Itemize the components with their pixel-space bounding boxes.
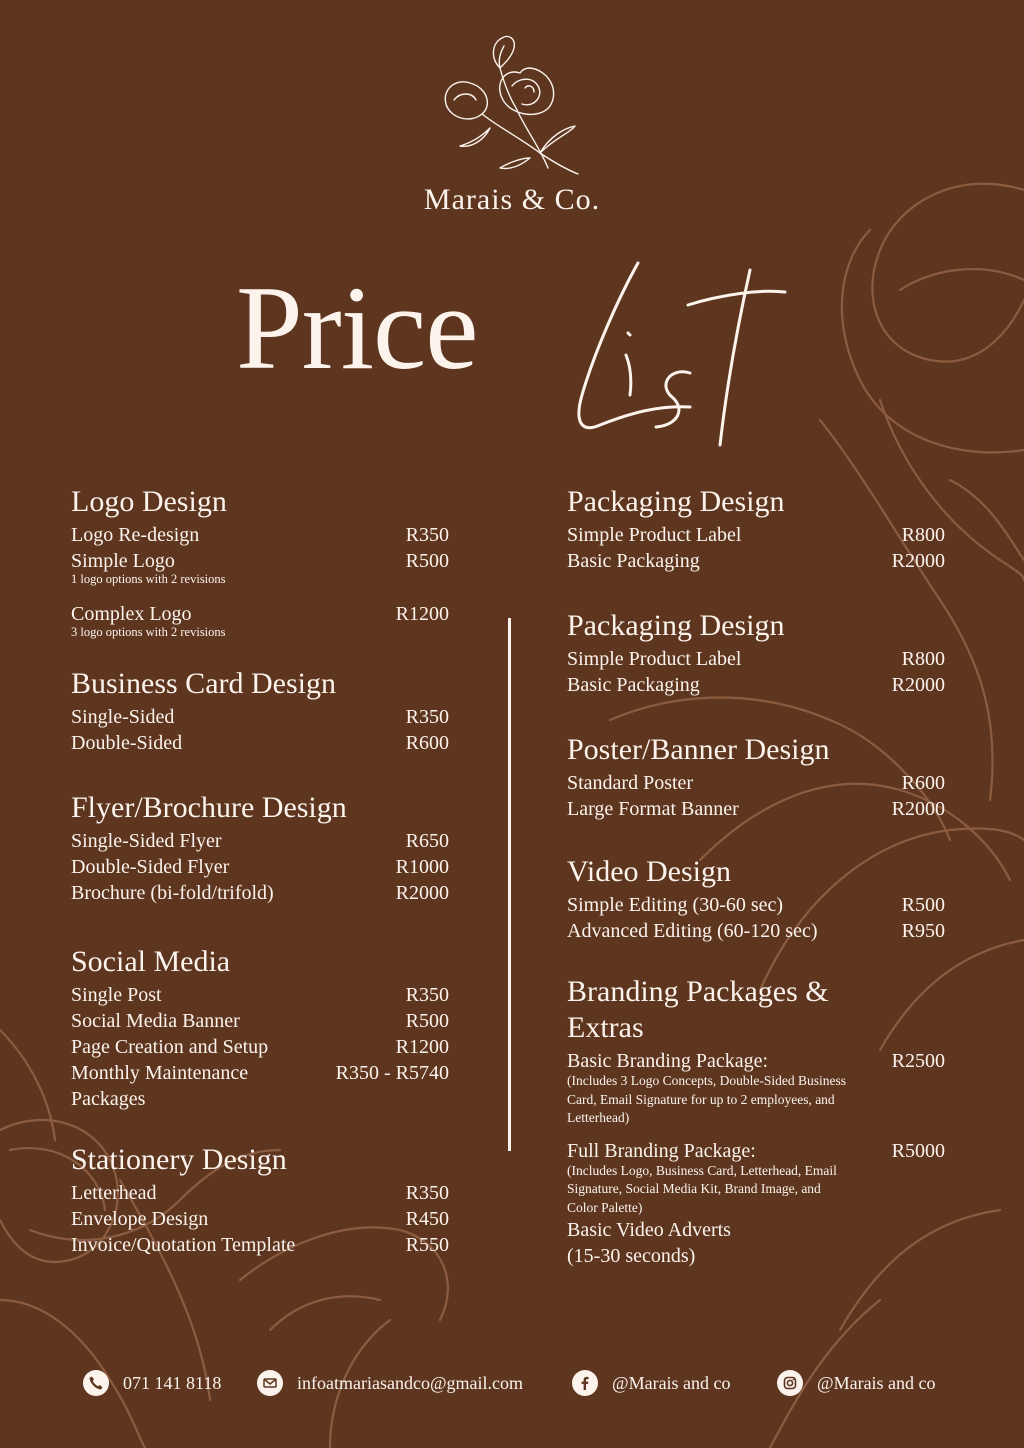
item-price: R500 [901, 894, 945, 916]
section-logo-design [71, 484, 449, 640]
section-title: Packaging Design [567, 609, 785, 642]
item-price: R2000 [395, 882, 449, 904]
item-name: Basic Packaging [567, 550, 700, 572]
section-title: Social Media [71, 945, 231, 978]
footer-facebook [572, 1366, 731, 1400]
section-title: Branding Packages & Extras [567, 975, 829, 1044]
price-row [567, 892, 945, 918]
price-row [567, 1138, 945, 1164]
section-title: Stationery Design [71, 1143, 287, 1176]
price-row [567, 522, 945, 548]
item-name: Simple Editing (30-60 sec) [567, 894, 784, 916]
item-name: Single-Sided Flyer [71, 830, 222, 852]
item-name: Simple Product Label [567, 648, 742, 670]
title-list-script [560, 255, 800, 455]
section-packaging-design [567, 484, 945, 574]
item-price: R600 [901, 772, 945, 794]
item-name: Monthly Maintenance Packages [71, 1062, 249, 1110]
section-business-card-design [71, 666, 449, 756]
section-title: Packaging Design [567, 485, 785, 518]
phone-icon [83, 1370, 109, 1396]
price-row [567, 1048, 945, 1074]
price-row [71, 730, 449, 756]
section-packaging-design-2 [567, 608, 945, 698]
item-price: R2000 [891, 550, 945, 572]
item-price: R350 - R5740 [335, 1062, 449, 1084]
right-column [567, 484, 945, 1269]
section-social-media [71, 944, 449, 1112]
instagram-handle[interactable]: @Marais and co [817, 1372, 936, 1393]
item-price: R450 [405, 1208, 449, 1230]
brand-name: Marais & Co. [423, 183, 601, 216]
price-row [71, 1060, 449, 1112]
section-flyer-brochure-design [71, 790, 449, 906]
item-price: R500 [405, 550, 449, 572]
phone-number[interactable]: 071 141 8118 [123, 1372, 222, 1393]
item-note: 1 logo options with 2 revisions [71, 572, 226, 586]
item-name: Complex Logo [71, 603, 192, 625]
column-divider [508, 618, 511, 1151]
title-list-text [0, 0, 1, 1]
item-price: R800 [901, 524, 945, 546]
item-name: Double-Sided Flyer [71, 856, 230, 878]
footer-email [257, 1366, 523, 1400]
price-row [71, 1008, 449, 1034]
price-row [71, 704, 449, 730]
item-name: Single Post [71, 984, 162, 1006]
price-row [71, 522, 449, 548]
item-name: Basic Branding Package: [567, 1050, 769, 1072]
item-name: Full Branding Package: [567, 1139, 756, 1162]
item-name: Single-Sided [71, 706, 175, 728]
footer-instagram [777, 1366, 936, 1400]
price-row [71, 1206, 449, 1232]
price-row [71, 1180, 449, 1206]
item-name: Invoice/Quotation Template [71, 1234, 296, 1256]
item-price: R350 [405, 706, 449, 728]
section-title: Flyer/Brochure Design [71, 791, 347, 824]
section-poster-banner-design [567, 732, 945, 822]
item-price: R350 [405, 524, 449, 546]
flower-logo-icon [430, 28, 590, 183]
item-name: Logo Re-design [71, 524, 200, 546]
footer-phone [83, 1366, 221, 1400]
item-name: Brochure (bi-fold/trifold) [71, 882, 274, 904]
item-name: Simple Logo [71, 550, 175, 572]
section-title: Business Card Design [71, 667, 336, 700]
price-row [567, 672, 945, 698]
item-name: Letterhead [71, 1182, 157, 1204]
email-address[interactable]: infoatmariasandco@gmail.com [297, 1372, 524, 1393]
section-title: Poster/Banner Design [567, 733, 830, 766]
item-price: R2000 [891, 674, 945, 696]
item-note: 3 logo options with 2 revisions [71, 625, 226, 639]
item-name: Advanced Editing (60-120 sec) [567, 920, 818, 942]
price-row [567, 918, 945, 944]
section-stationery-design [71, 1142, 449, 1258]
item-price: R950 [901, 920, 945, 942]
item-price: R2000 [891, 798, 945, 820]
item-name: Page Creation and Setup [71, 1036, 269, 1058]
item-price: R5000 [891, 1139, 945, 1162]
price-row [567, 646, 945, 672]
item-name: Basic Video Adverts (15-30 seconds) [567, 1219, 731, 1267]
item-name: Social Media Banner [71, 1010, 240, 1032]
item-name: Simple Product Label [567, 524, 742, 546]
facebook-handle[interactable]: @Marais and co [612, 1372, 731, 1393]
item-price: R1000 [395, 856, 449, 878]
item-price: R2500 [891, 1050, 945, 1072]
price-row [567, 770, 945, 796]
item-price: R350 [405, 1182, 449, 1204]
price-row [567, 548, 945, 574]
price-row [71, 1034, 449, 1060]
item-name: Standard Poster [567, 772, 694, 794]
price-row [71, 828, 449, 854]
price-row [71, 1232, 449, 1258]
item-name: Envelope Design [71, 1208, 209, 1230]
left-column [71, 484, 449, 1258]
item-price: R600 [405, 732, 449, 754]
item-note: (Includes 3 Logo Concepts, Double-Sided Business Card, Email Signature for up to 2 employees, and Letterhead) [567, 1073, 846, 1125]
price-row [71, 982, 449, 1008]
item-price: R1200 [395, 603, 449, 625]
item-note: (Includes Logo, Business Card, Letterhead, Email Signature, Social Media Kit, Brand Image, and Color Palette) [567, 1162, 837, 1215]
item-price: R1200 [395, 1036, 449, 1058]
section-video-design [567, 854, 945, 944]
email-icon [257, 1370, 283, 1396]
section-title: Video Design [567, 855, 732, 888]
section-branding-packages [567, 974, 945, 1269]
price-row [567, 1217, 945, 1269]
item-price: R350 [405, 984, 449, 1006]
section-title: Logo Design [71, 485, 227, 518]
item-name: Double-Sided [71, 732, 183, 754]
facebook-icon [572, 1370, 598, 1396]
item-price: R800 [901, 648, 945, 670]
item-name: Large Format Banner [567, 798, 739, 820]
item-name: Basic Packaging [567, 674, 700, 696]
item-price: R650 [405, 830, 449, 852]
title-price: Price [236, 261, 478, 394]
item-price: R500 [405, 1010, 449, 1032]
item-price: R550 [405, 1234, 449, 1256]
price-row [71, 880, 449, 906]
instagram-icon [777, 1370, 803, 1396]
price-row [567, 796, 945, 822]
price-row [71, 854, 449, 880]
